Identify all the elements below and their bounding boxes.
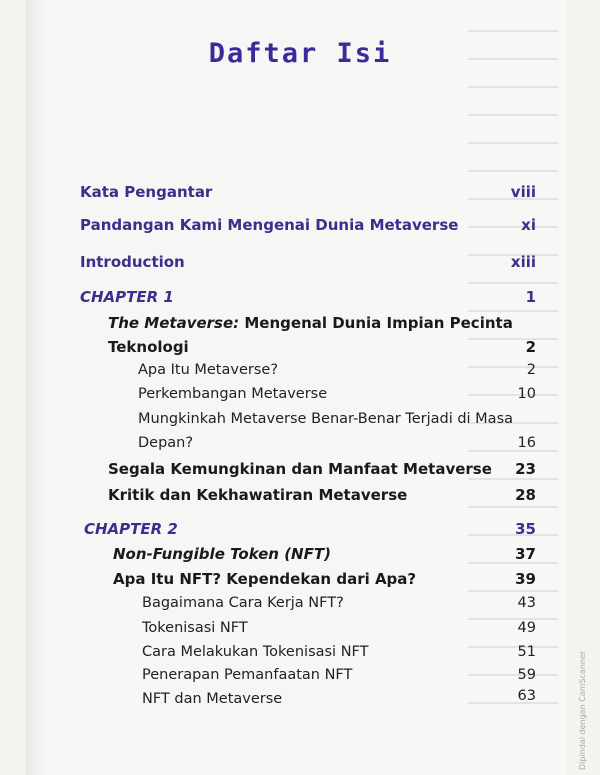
toc-entry-nft: Non-Fungible Token (NFT) bbox=[113, 545, 331, 563]
toc-page-number: 1 bbox=[525, 288, 536, 306]
toc-sub-mungkinkah-line2: Depan? bbox=[138, 435, 194, 451]
toc-page-number: xi bbox=[521, 216, 536, 234]
toc-page-number: 10 bbox=[517, 386, 536, 402]
toc-sub-nft-dan-metaverse: NFT dan Metaverse bbox=[142, 691, 283, 707]
scanner-watermark: Dipindai dengan CamScanner bbox=[578, 650, 587, 770]
toc-page-number: 49 bbox=[517, 620, 536, 636]
toc-entry-the-metaverse bbox=[108, 314, 513, 332]
toc-entry-apa-itu-nft: Apa Itu NFT? Kependekan dari Apa? bbox=[113, 570, 417, 588]
toc-sub-cara-kerja-nft: Bagaimana Cara Kerja NFT? bbox=[142, 595, 344, 611]
toc-page-number: 51 bbox=[517, 644, 536, 660]
toc-page-number: 39 bbox=[515, 570, 536, 588]
chapter-1-heading: CHAPTER 1 bbox=[80, 288, 174, 306]
toc-sub-perkembangan: Perkembangan Metaverse bbox=[138, 386, 328, 402]
toc-sub-tokenisasi: Tokenisasi NFT bbox=[142, 620, 248, 636]
toc-page-number: 59 bbox=[517, 667, 536, 683]
toc-page-number: viii bbox=[510, 183, 536, 201]
chapter-2-heading: CHAPTER 2 bbox=[84, 520, 178, 538]
toc-entry-kata-pengantar: Kata Pengantar bbox=[80, 183, 213, 201]
toc-page-number: xiii bbox=[510, 253, 536, 271]
toc-sub-apa-itu-metaverse: Apa Itu Metaverse? bbox=[138, 362, 279, 378]
toc-page-number: 35 bbox=[515, 520, 536, 538]
toc-page-number: 37 bbox=[515, 545, 536, 563]
bleed-through-shadow bbox=[468, 30, 558, 730]
rest-part: Mengenal Dunia Impian Pecinta bbox=[239, 314, 513, 332]
toc-entry-the-metaverse-line2: Teknologi bbox=[108, 338, 189, 356]
toc-page-number: 63 bbox=[517, 688, 536, 704]
toc-sub-penerapan: Penerapan Pemanfaatan NFT bbox=[142, 667, 353, 683]
toc-page-number: 23 bbox=[515, 460, 536, 478]
toc-entry-segala-kemungkinan: Segala Kemungkinan dan Manfaat Metaverse bbox=[108, 460, 492, 478]
toc-page-number: 43 bbox=[517, 595, 536, 611]
toc-entry-introduction: Introduction bbox=[80, 253, 185, 271]
toc-entry-pandangan: Pandangan Kami Mengenai Dunia Metaverse bbox=[80, 216, 459, 234]
toc-page-number: 2 bbox=[526, 362, 536, 378]
page-title: Daftar Isi bbox=[208, 38, 392, 69]
toc-sub-mungkinkah: Mungkinkah Metaverse Benar-Benar Terjadi di Masa bbox=[138, 411, 514, 427]
toc-entry-kritik: Kritik dan Kekhawatiran Metaverse bbox=[108, 486, 408, 504]
toc-page-number: 28 bbox=[515, 486, 536, 504]
italic-part: The Metaverse: bbox=[108, 314, 240, 332]
toc-page-number: 2 bbox=[525, 338, 536, 356]
toc-sub-cara-melakukan: Cara Melakukan Tokenisasi NFT bbox=[142, 644, 369, 660]
toc-page-number: 16 bbox=[517, 435, 536, 451]
